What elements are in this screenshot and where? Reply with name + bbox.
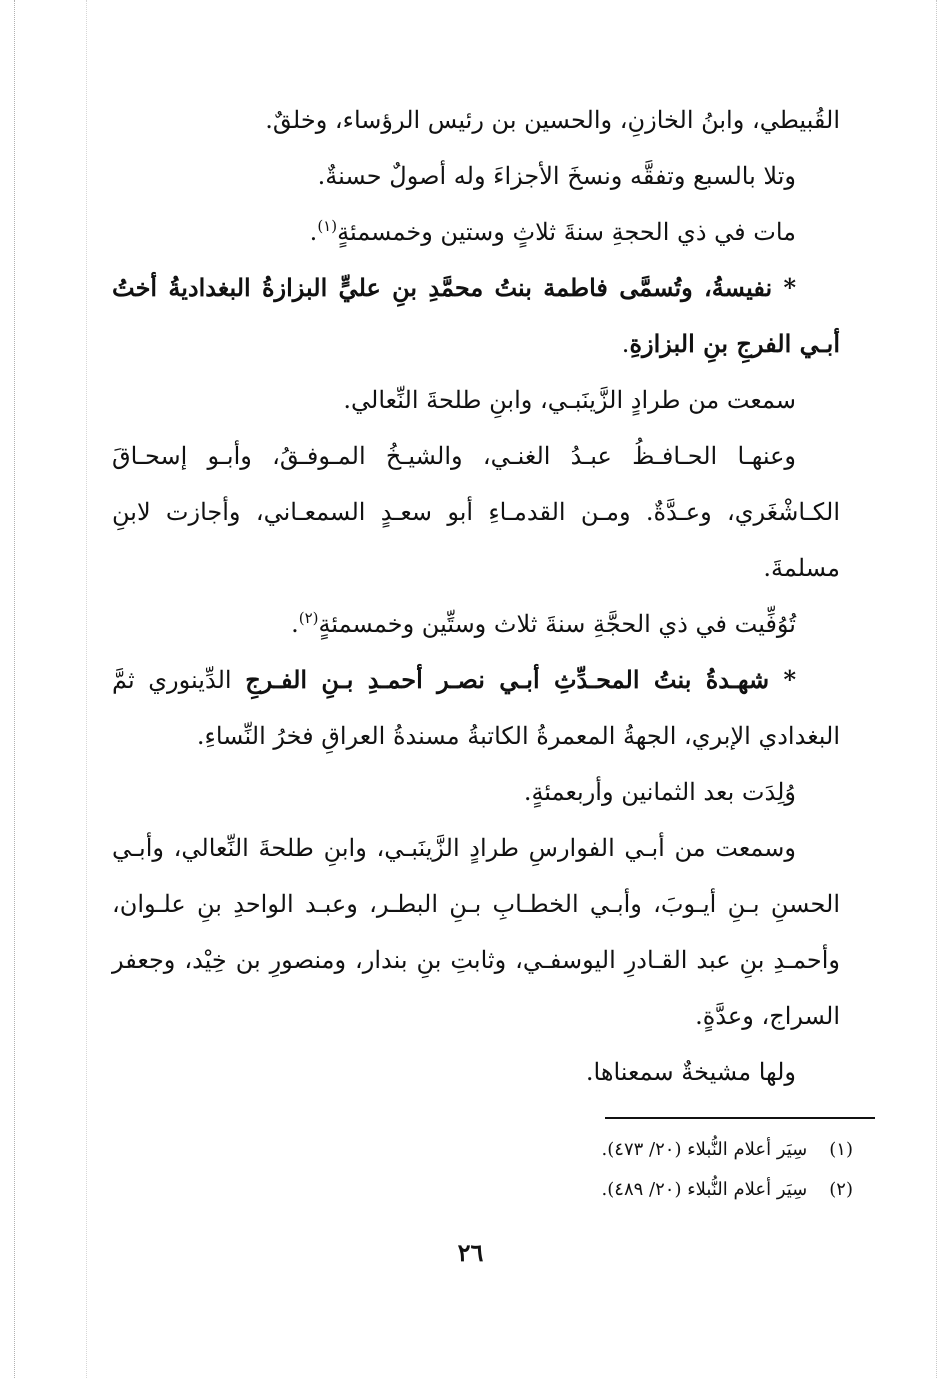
footnote-divider	[605, 1117, 875, 1119]
footnote-ref: (٢)	[298, 609, 319, 627]
paragraph-text: ولها مشيخةٌ سمعناها.	[585, 1058, 796, 1086]
paragraph	[112, 596, 840, 652]
biography-heading: * شهـدةُ بنتُ المحـدِّثِ أبـي نصـر أحمـدِ بـنِ الفـرجِ	[245, 665, 797, 694]
paragraph-text: الدِّينوري ثمَّ البغدادي الإبري، الجهةُ المعمرةُ الكاتبةُ مسندةُ العراقِ فخرُ النِّساءِ.	[112, 666, 840, 750]
paragraph	[112, 260, 840, 372]
footnote-text: سِيَر أعلام النُّبلاء (٢٠/ ٤٨٩).	[601, 1179, 808, 1200]
paragraph	[112, 1044, 840, 1100]
paragraph-text: وُلِدَت بعد الثمانين وأربعمئةٍ.	[523, 778, 796, 806]
scan-edge-line	[86, 0, 87, 1378]
paragraph-text: وتلا بالسبع وتفقَّه ونسخَ الأجزاءَ وله أصولٌ حسنةٌ.	[317, 162, 796, 190]
paragraph	[112, 764, 840, 820]
footnote-ref: (١)	[317, 217, 338, 235]
paragraph	[112, 372, 840, 428]
paragraph-text: وعنهـا الحـافـظُ عبـدُ الغنـي، والشيـخُ المـوفـقُ، وأبـو إسحـاقَ الكـاشْغَري، وعـدَّةٌ. ومـن القدمـاءِ أبو سعـدٍ السمعـاني، وأجازت لابنِ مسلمةَ.	[112, 442, 840, 582]
paragraph	[112, 820, 840, 1044]
footnotes	[253, 1130, 853, 1210]
footnote-text: سِيَر أعلام النُّبلاء (٢٠/ ٤٧٣).	[601, 1139, 808, 1160]
page-number: ٢٦	[457, 1238, 484, 1267]
main-text	[112, 92, 840, 1100]
footnote-number: (١)	[829, 1139, 853, 1160]
footnote-number: (٢)	[829, 1179, 853, 1200]
paragraph	[112, 652, 840, 764]
paragraph-text: تُوُفِّيت في ذي الحجَّةِ سنةَ ثلاث وستِّين وخمسمئةٍ	[318, 610, 796, 638]
paragraph	[112, 92, 840, 148]
paragraph-text: سمعت من طرادٍ الزَّينَبـي، وابنِ طلحةَ النِّعالي.	[343, 386, 796, 414]
paragraph-text: مات في ذي الحجةِ سنةَ ثلاثٍ وستين وخمسمئةٍ	[337, 218, 796, 246]
paragraph	[112, 204, 840, 260]
paragraph	[112, 428, 840, 596]
footnote	[253, 1170, 853, 1210]
paragraph-text: .	[621, 330, 630, 358]
paragraph	[112, 148, 840, 204]
paragraph-text: وسمعت من أبـي الفوارسِ طرادٍ الزَّينَبـي، وابنِ طلحةَ النِّعالي، وأبـي الحسنِ بـنِ أيـوبَ، وأبـي الخطـابِ بـنِ البطـر، وعبـد الواحدِ بنِ علـوان، وأحمـدِ بنِ عبد القـادرِ اليوسفـي، وثابتِ بنِ بندار، ومنصورِ بن خِيْد، وجعفر السراج، وعدَّةٍ.	[112, 834, 840, 1030]
paragraph-tail: .	[309, 218, 318, 246]
scan-edge-line	[936, 0, 937, 1378]
scan-edge-line	[14, 0, 15, 1378]
footnote	[253, 1130, 853, 1170]
paragraph-tail: .	[291, 610, 299, 638]
biography-heading: * نفيسةُ، وتُسمَّى فاطمة بنتُ محمَّدِ بنِ عليٍّ البزازةُ البغداديةُ أختُ أبـي الفرجِ بنِ البزازةِ	[112, 273, 840, 358]
paragraph-text: القُبيطي، وابنُ الخازنِ، والحسين بن رئيس الرؤساء، وخلقٌ.	[265, 106, 840, 134]
